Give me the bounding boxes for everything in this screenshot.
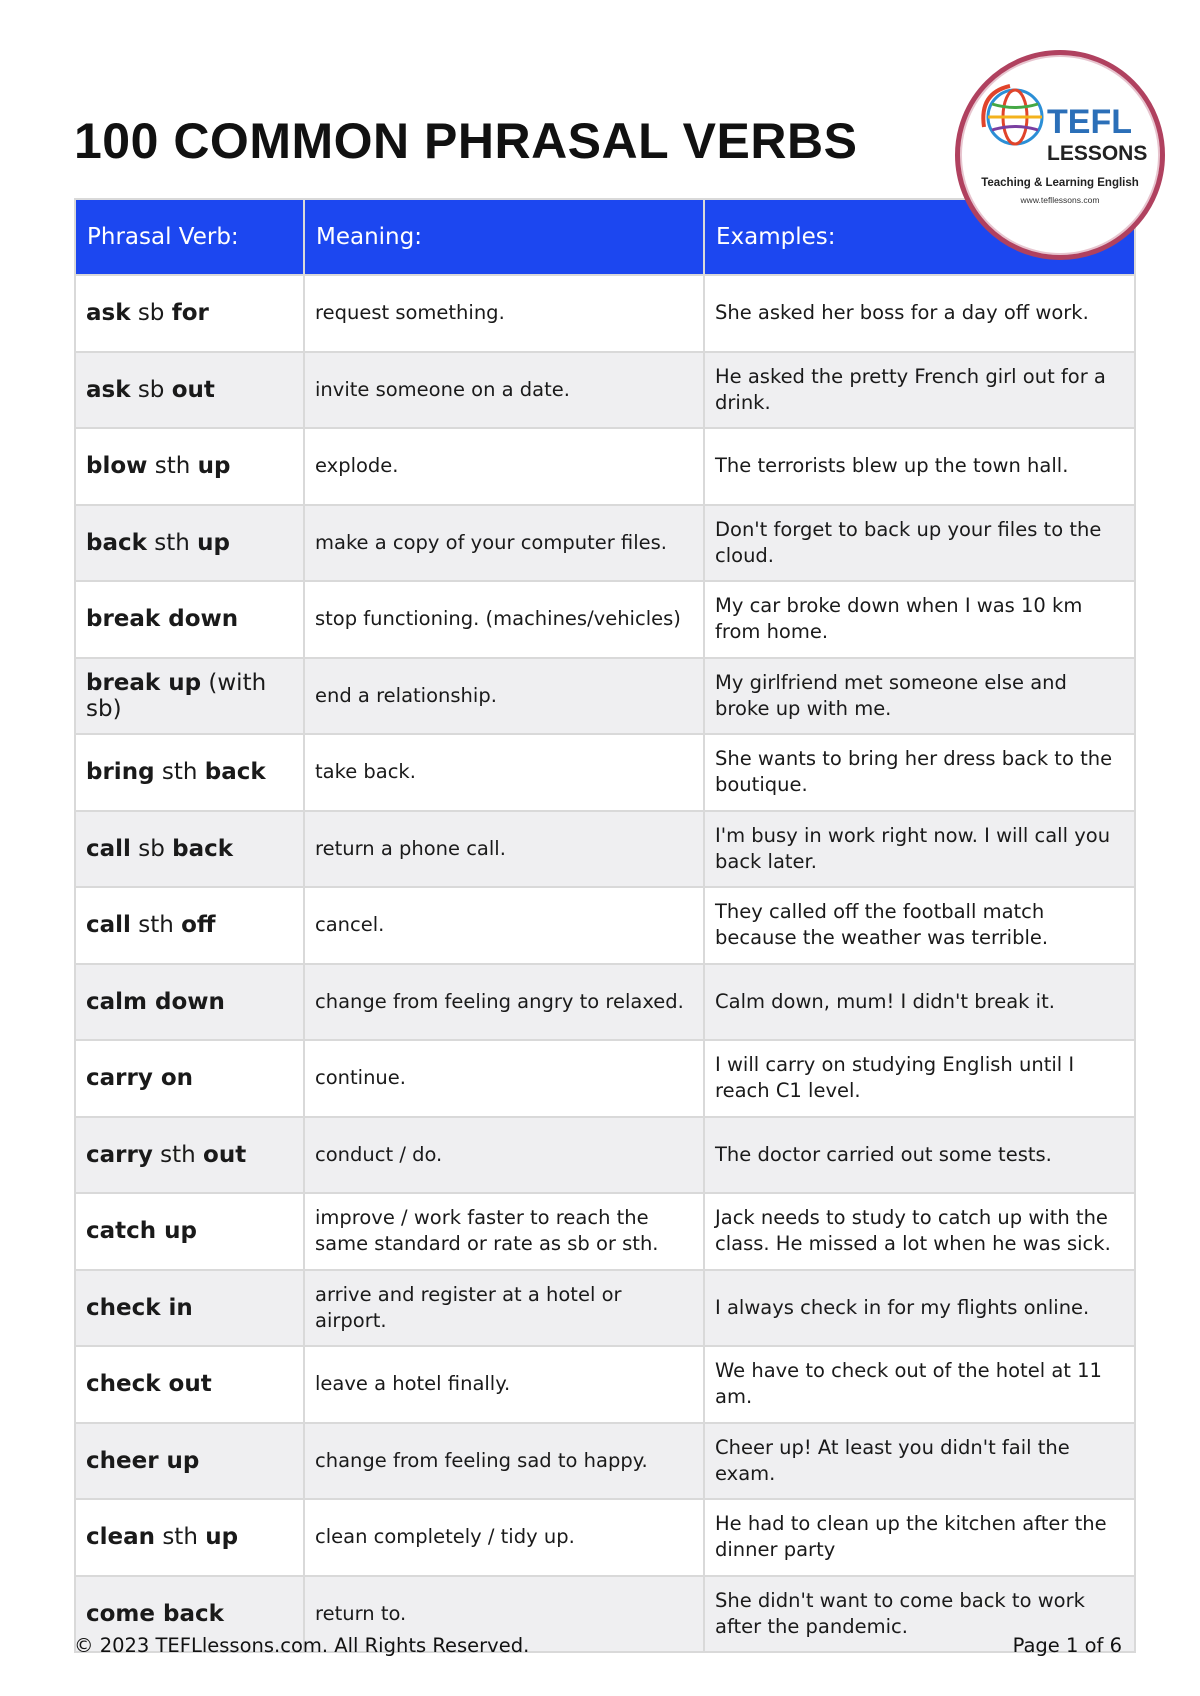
verb-object: sth [147, 453, 198, 480]
phrasal-verbs-table [74, 198, 1136, 1653]
meaning-cell: improve / work faster to reach the same standard or rate as sb or sth. [304, 1193, 704, 1270]
table-row [75, 1193, 1135, 1270]
header-phrasal-verb: Phrasal Verb: [75, 199, 304, 275]
verb-particle: blow [86, 453, 148, 480]
meaning-cell: return to. [304, 1576, 704, 1653]
verb-particle: call [86, 835, 131, 862]
phrasal-verb-cell [75, 887, 304, 964]
table-body [75, 275, 1135, 1652]
verb-particle: calm down [86, 988, 225, 1015]
verb-particle: ask [86, 300, 131, 327]
table-row [75, 1117, 1135, 1194]
phrasal-verb-cell [75, 964, 304, 1041]
verb-particle: carry [86, 1141, 153, 1168]
meaning-cell: change from feeling angry to relaxed. [304, 964, 704, 1041]
verb-particle: out [203, 1141, 247, 1168]
meaning-cell: continue. [304, 1040, 704, 1117]
table-row [75, 964, 1135, 1041]
logo-tefl-text: TEFL [1047, 103, 1132, 141]
tefl-lessons-logo [955, 50, 1165, 260]
example-cell: She asked her boss for a day off work. [704, 275, 1135, 352]
phrasal-verb-cell [75, 1193, 304, 1270]
example-cell: He asked the pretty French girl out for a drink. [704, 352, 1135, 429]
verb-particle: check out [86, 1371, 212, 1398]
example-cell: He had to clean up the kitchen after the dinner party [704, 1499, 1135, 1576]
verb-particle: break down [86, 606, 239, 633]
verb-object: sth [146, 529, 198, 556]
verb-particle: come back [86, 1600, 224, 1627]
verb-particle: up [205, 1524, 239, 1551]
verb-particle: up [197, 529, 230, 556]
phrasal-verb-cell [75, 658, 304, 735]
phrasal-verb-cell [75, 811, 304, 888]
phrasal-verb-cell [75, 1346, 304, 1423]
meaning-cell: clean completely / tidy up. [304, 1499, 704, 1576]
verb-object: sth [130, 912, 182, 939]
example-cell: She wants to bring her dress back to the boutique. [704, 734, 1135, 811]
phrasal-verb-cell [75, 428, 304, 505]
verb-particle: call [86, 912, 131, 939]
table-row [75, 887, 1135, 964]
table-row [75, 811, 1135, 888]
meaning-cell: make a copy of your computer files. [304, 505, 704, 582]
table-row [75, 1270, 1135, 1347]
verb-particle: break up [86, 669, 202, 696]
logo-tagline: Teaching & Learning English [981, 177, 1139, 189]
table-row [75, 428, 1135, 505]
phrasal-verb-cell [75, 352, 304, 429]
verb-particle: back [86, 529, 147, 556]
verb-particle: catch up [86, 1218, 198, 1245]
meaning-cell: end a relationship. [304, 658, 704, 735]
example-cell: I always check in for my flights online. [704, 1270, 1135, 1347]
table-row [75, 581, 1135, 658]
example-cell: I will carry on studying English until I reach C1 level. [704, 1040, 1135, 1117]
table-row [75, 505, 1135, 582]
example-cell: Don't forget to back up your files to the cloud. [704, 505, 1135, 582]
logo-url: www.tefllessons.com [1020, 195, 1100, 205]
table-row [75, 658, 1135, 735]
phrasal-verb-cell [75, 1040, 304, 1117]
verb-particle: bring [86, 759, 155, 786]
phrasal-verb-cell [75, 1117, 304, 1194]
meaning-cell: change from feeling sad to happy. [304, 1423, 704, 1500]
verb-object: sb [130, 376, 172, 403]
phrasal-verb-cell [75, 1270, 304, 1347]
example-cell: They called off the football match because the weather was terrible. [704, 887, 1135, 964]
meaning-cell: request something. [304, 275, 704, 352]
verb-object: sb [130, 300, 172, 327]
verb-particle: up [197, 453, 231, 480]
example-cell: The doctor carried out some tests. [704, 1117, 1135, 1194]
verb-object: sb [130, 835, 173, 862]
verb-particle: off [181, 912, 216, 939]
example-cell: My car broke down when I was 10 km from home. [704, 581, 1135, 658]
phrasal-verb-cell [75, 1423, 304, 1500]
meaning-cell: return a phone call. [304, 811, 704, 888]
verb-particle: ask [86, 376, 131, 403]
example-cell: My girlfriend met someone else and broke up with me. [704, 658, 1135, 735]
verb-particle: cheer up [86, 1447, 200, 1474]
verb-particle: check in [86, 1294, 193, 1321]
verb-object: sth [154, 759, 205, 786]
phrasal-verb-cell [75, 734, 304, 811]
verb-particle: back [172, 835, 234, 862]
verb-object: sth [152, 1141, 204, 1168]
phrasal-verb-cell [75, 505, 304, 582]
table-row [75, 1423, 1135, 1500]
logo-lessons-text: LESSONS [1047, 142, 1148, 165]
page-title: 100 COMMON PHRASAL VERBS [74, 113, 858, 169]
example-cell: I'm busy in work right now. I will call you back later. [704, 811, 1135, 888]
example-cell: She didn't want to come back to work after the pandemic. [704, 1576, 1135, 1653]
meaning-cell: invite someone on a date. [304, 352, 704, 429]
table-row [75, 1346, 1135, 1423]
example-cell: Calm down, mum! I didn't break it. [704, 964, 1135, 1041]
table-row [75, 734, 1135, 811]
example-cell: We have to check out of the hotel at 11 am. [704, 1346, 1135, 1423]
table-row [75, 352, 1135, 429]
verb-particle: clean [86, 1524, 156, 1551]
phrasal-verb-cell [75, 275, 304, 352]
verb-object: (with sb) [86, 669, 267, 722]
meaning-cell: arrive and register at a hotel or airport. [304, 1270, 704, 1347]
header-examples: Examples: [704, 199, 1135, 275]
meaning-cell: stop functioning. (machines/vehicles) [304, 581, 704, 658]
meaning-cell: leave a hotel finally. [304, 1346, 704, 1423]
table-row [75, 1499, 1135, 1576]
meaning-cell: take back. [304, 734, 704, 811]
verb-particle: out [171, 376, 215, 403]
phrasal-verb-cell [75, 1499, 304, 1576]
example-cell: Jack needs to study to catch up with the class. He missed a lot when he was sick. [704, 1193, 1135, 1270]
table-row [75, 1040, 1135, 1117]
example-cell: The terrorists blew up the town hall. [704, 428, 1135, 505]
copyright-notice: © 2023 TEFLlessons.com. All Rights Reserved. [74, 1634, 530, 1657]
example-cell: Cheer up! At least you didn't fail the exam. [704, 1423, 1135, 1500]
header-meaning: Meaning: [304, 199, 704, 275]
phrasal-verb-cell [75, 581, 304, 658]
meaning-cell: conduct / do. [304, 1117, 704, 1194]
meaning-cell: cancel. [304, 887, 704, 964]
verb-particle: for [171, 300, 209, 327]
page-number: Page 1 of 6 [1012, 1634, 1122, 1657]
table-row [75, 275, 1135, 352]
verb-particle: carry on [86, 1065, 194, 1092]
verb-particle: back [204, 759, 266, 786]
meaning-cell: explode. [304, 428, 704, 505]
verb-object: sth [155, 1524, 206, 1551]
